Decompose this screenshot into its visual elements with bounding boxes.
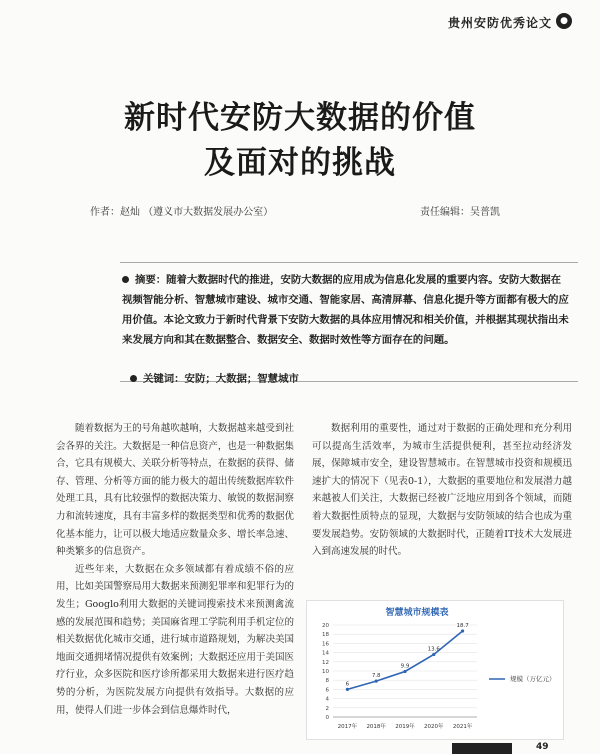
x-tick-label: 2018年 [366, 724, 386, 730]
data-point [461, 629, 464, 632]
data-point [375, 680, 378, 683]
keywords [130, 370, 299, 385]
header-brand: 贵州安防优秀论文 [447, 16, 552, 30]
x-tick-label: 2020年 [424, 724, 444, 730]
y-tick-label: 0 [325, 715, 329, 721]
bullet-icon [122, 276, 129, 283]
body-paragraph: 随着数据为王的号角越吹越响，大数据越来越受到社会各界的关注。大数据是一种信息资产，也是一种数据集合，它具有规模大、关联分析等特点，在数据的获得、储存、管理、分析等方面的能力极大的超出传统数据库软件处理工具，具有比较强悍的数据决策力、敏锐的数据洞察力和流转速度，具有丰富多样的数据类型和优秀的数据优化基本能力，让可以极大地适应数量众多、增长率急速、种类繁多的信息资产。 [56, 423, 294, 558]
chart-svg [307, 601, 563, 739]
y-tick-label: 16 [322, 641, 329, 648]
abstract-text: 摘要：随着大数据时代的推进，安防大数据的应用成为信息化发展的重要内容。安防大数据在视频智能分析、智慧城市建设、城市交通、智能家居、高清屏幕、信息化提升等方面都有极大的应用价值。本论文致力于新时代背景下安防大数据的具体应用情况和相关价值，并根据其现状指出未来发展方向和其在数据整合、数据安全、数据时效性等方面存在的问题。 [122, 274, 569, 346]
y-tick-label: 18 [322, 632, 329, 639]
body-column-right [312, 420, 572, 561]
data-label: 6 [345, 681, 350, 688]
legend-label: 规模（万亿元） [510, 675, 556, 683]
series-line [347, 631, 462, 689]
footer-section-band [452, 743, 512, 754]
y-tick-label: 8 [325, 678, 329, 685]
y-tick-label: 2 [325, 705, 329, 712]
y-tick-label: 12 [322, 659, 329, 666]
author-line: 作者：赵灿 （遵义市大数据发展办公室） [90, 207, 274, 218]
x-tick-label: 2021年 [452, 724, 473, 730]
data-point [346, 688, 349, 691]
article-title-line2: 及面对的挑战 [204, 145, 396, 181]
data-point [403, 670, 406, 673]
y-tick-label: 14 [322, 650, 329, 657]
y-tick-label: 6 [325, 687, 329, 694]
body-paragraph: 数据利用的重要性，通过对于数据的正确处理和充分利用可以提高生活效率，为城市生活提供便利，甚至拉动经济发展，保障城市安全，建设智慧城市。在智慧城市投资和规模迅速扩大的情况下（见表0-1），大数据的重要地位和发展潜力越来越被人们关注，大数据已经被广泛地应用到各个领域，而随着大数据性质特点的显现，大数据与安防领域的结合也成为重要发展趋势。安防领域的大数据时代，正随着IT技术大发展进入到高速发展的时代。 [312, 423, 572, 558]
data-label: 13.6 [427, 646, 440, 653]
y-tick-label: 10 [322, 669, 329, 675]
body-paragraph: 近些年来，大数据在众多领域都有着成绩不俗的应用，比如美国警察局用大数据来预测犯罪率和犯罪行为的发生；Googlo利用大数据的关键词搜索技术来预测禽流感的发展范围和趋势；美国麻省理工学院利用手机定位的相关数据优化城市交通，进行城市道路规划，为解决美国地面交通拥堵情况提供有效案例；大数据还应用于美国医疗行业，众多医院和医疗诊所都采用大数据来进行医疗趋势的分析，为医院发展方向提供有效指导。大数据的应用，使得人们进一步体会到信息爆炸时代， [56, 563, 294, 716]
data-label: 18.7 [456, 622, 469, 629]
y-tick-label: 20 [322, 623, 329, 629]
page-number: 49 [536, 742, 549, 752]
x-tick-label: 2019年 [395, 724, 415, 730]
data-point [432, 653, 435, 656]
data-label: 7.8 [371, 673, 381, 680]
body-column-left [56, 420, 294, 719]
chart-title: 智慧城市规模表 [385, 608, 449, 618]
data-label: 9.9 [400, 663, 410, 670]
article-title-line1: 新时代安防大数据的价值 [124, 100, 476, 136]
y-tick-label: 4 [325, 696, 329, 703]
abstract [122, 270, 570, 350]
keywords-text: 关键词：安防；大数据；智慧城市 [143, 373, 299, 385]
editor-line: 责任编辑：吴普凯 [420, 207, 500, 218]
x-tick-label: 2017年 [337, 724, 358, 730]
header-badge-icon: ● [556, 13, 572, 29]
bullet-icon [130, 375, 137, 382]
chart-panel [306, 600, 564, 740]
